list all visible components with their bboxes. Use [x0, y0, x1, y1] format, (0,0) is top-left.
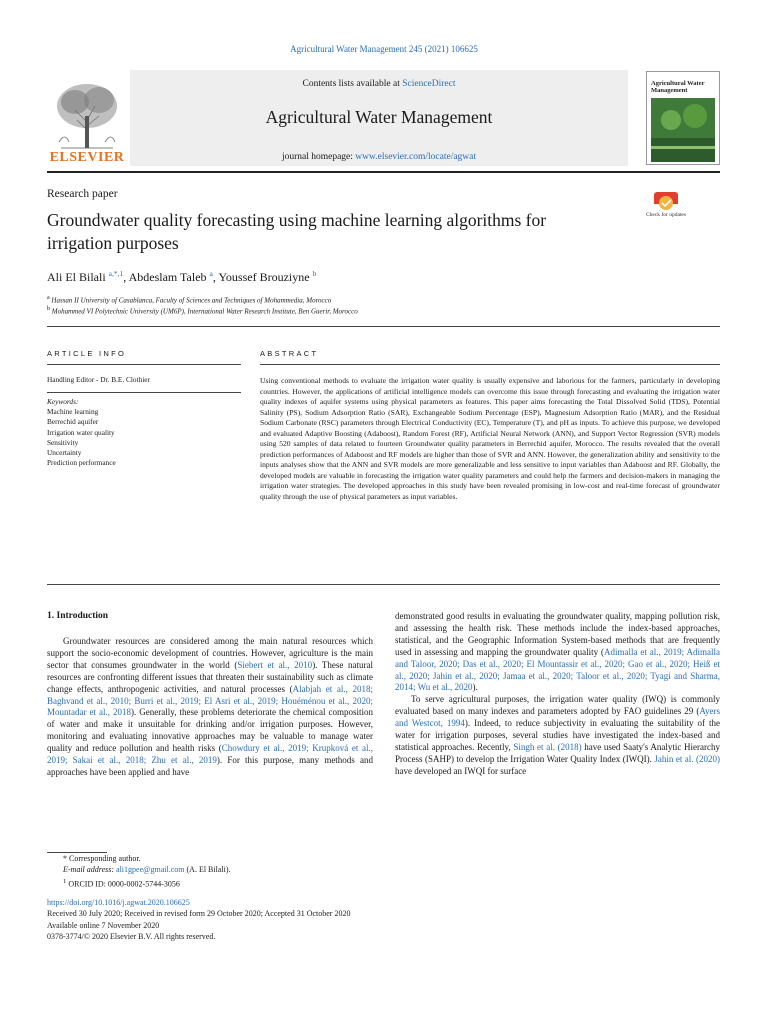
homepage-prefix: journal homepage: [281, 152, 356, 162]
author-affil-sup[interactable]: a,*,1 [108, 269, 124, 278]
affiliation-sup: a [47, 295, 50, 301]
article-info-heading: ARTICLE INFO [47, 349, 127, 358]
affiliation-sup: b [47, 306, 50, 312]
body-left-column [47, 636, 373, 779]
citation-link[interactable]: Ayers and Westcot, 1994 [395, 706, 720, 729]
email-label: E-mail address: [63, 865, 117, 875]
abstract-rule [260, 364, 720, 365]
paragraph-text: ). [472, 682, 478, 693]
title-line-2: irrigation purposes [47, 233, 179, 253]
publisher-wordmark: ELSEVIER [49, 150, 125, 165]
journal-cover-thumbnail[interactable] [646, 71, 720, 165]
keyword-item: Irrigation water quality [47, 427, 115, 437]
available-online: Available online 7 November 2020 [47, 920, 160, 930]
contents-prefix: Contents lists available at [302, 79, 403, 89]
editor-rule [47, 392, 241, 393]
keyword-item: Berrechid aquifer [47, 417, 99, 427]
paragraph [395, 611, 720, 694]
email-suffix: (A. El Bilali). [184, 865, 231, 875]
paragraph-text: ). Generally, these problems deteriorate the chemical composition of water and make it unsuitable for drinking and/or irrigation purposes. However, monitoring and evaluating innovative approaches may be valuable to manage water quality and reduce pollution and health risks ( [47, 707, 373, 754]
email-note [47, 864, 447, 875]
check-for-updates-icon[interactable] [645, 190, 687, 232]
contents-available [130, 79, 628, 89]
keyword-item: Prediction performance [47, 458, 116, 468]
doi-link[interactable]: https://doi.org/10.1016/j.agwat.2020.106625 [47, 898, 190, 907]
citation-link[interactable]: Siebert et al., 2010 [237, 659, 313, 670]
section-heading-introduction: 1. Introduction [47, 611, 109, 621]
author-name[interactable]: Abdeslam Taleb [128, 270, 207, 284]
paragraph-text: Groundwater resources are considered among the main natural resources which support the socio-economic development of countries. However, agriculture is the main sector that consumes groundwater in the world ( [47, 636, 373, 670]
title-line-1: Groundwater quality forecasting using machine learning algorithms for [47, 210, 547, 230]
author-name[interactable]: Youssef Brouziyne [218, 270, 310, 284]
citation-link[interactable]: Adimalla et al., 2019; Adimalla and Taloor, 2020; Das et al., 2020; El Mountassir et al., 2020; Gao et al., 2020; Heiß et al., 2020; Jahin et al., 2020; Jamaa et al., 2020; Taloor et al., 2020; Tyagi and Sharma, 2014; Wu et al., 2020 [395, 646, 720, 693]
orcid-note [47, 876, 447, 890]
paragraph-text: have used Saaty's Analytic Hierarchy Process (SAHP) to develop the Irrigation Water Quality Index (IWQI). [395, 741, 721, 764]
affiliation-text: Mohammed VI Polytechnic University (UM6P), International Water Research Institute, Ben Guerir, Morocco [51, 307, 358, 316]
homepage-link[interactable]: www.elsevier.com/locate/agwat [355, 152, 477, 162]
affiliation-a [47, 295, 331, 304]
check-for-updates-label: Check for updates [645, 212, 686, 218]
abstract-text: Using conventional methods to evaluate the irrigation water quality is usually expensive and laborious for the farmers, particularly in developing countries. However, the applications of artificial intelligence models can overcome this issue through forecasting and evaluating the irrigation water quality indexes of aquifer systems using physical parameters as features. This paper aims forecasting the Total Dissolved Solid (TDS), Potential Salinity (PS), Sodium Adsorption Ratio (SAR), Exchangeable Sodium Percentage (ESP), Magnesium Adsorption Ratio (MAR), and the Residual Sodium Carbonate (RSC) parameters through Electrical Conductivity (EC), Temperature (T), and pH as inputs. To achieve this purpose, we developed and evaluated Adaptive Boosting (Adaboost), Random Forest (RF), Artificial Neural Network (ANN), and Support Vector Regression (SVR) models using 520 samples of data related to fourteen Groundwater quality parameters in Berrechid aquifer, Morocco. The results revealed that the overall prediction performances of Adaboost and RF models are higher than those of SVR and ANN. However, the generalization ability and sensitivity to the inputs analyses show that the ANN and SVR models are more generalizable and less sensitive to input variables than Adaboost and RF. Globally, the developed models are valuable in forecasting the irrigation water quality parameters and could help the farmers and decision-makers in managing the irrigation water strategies. The developed approaches in this study have been revealed promising in low-cost and real-time forecast of groundwater quality through the use of physical parameters as input variables. [260, 376, 720, 501]
received-dates: Received 30 July 2020; Received in revised form 29 October 2020; Accepted 31 October 2020 [47, 909, 351, 919]
keyword-item: Uncertainty [47, 448, 82, 458]
author-name[interactable]: Ali El Bilali [47, 270, 106, 284]
publication-info [47, 897, 547, 943]
corresponding-author-note: * Corresponding author. [63, 854, 141, 863]
author-list: Ali El Bilali $^{a,*,1}$, Abdeslam Taleb $^a$, Youssef Brouziyne $^b$ [47, 269, 317, 284]
abstract-bottom-rule [47, 584, 720, 585]
keyword-item: Sensitivity [47, 437, 79, 447]
citation-link[interactable]: Singh et al. (2018) [513, 741, 582, 752]
cover-title: Agricultural Water Management [651, 80, 705, 94]
author-affil-sup[interactable]: b [312, 269, 317, 278]
journal-citation-link[interactable]: Agricultural Water Management 245 (2021) 106625 [290, 44, 478, 54]
citation-link[interactable]: Jahin et al. (2020) [654, 753, 721, 764]
body-right-column [395, 611, 720, 778]
paragraph-text: ). Indeed, to reduce subjectivity in evaluating the suitability of the water for irrigation purposes, several studies have investigated the index-based and statistical approaches. Recently, [395, 718, 720, 752]
citation-link[interactable]: Alabjah et al., 2018; Baghvand et al., 2010; Burri et al., 2019; El Asri et al., 2019; Houéménou et al., 2020; Mountadar et al., 2018 [47, 683, 374, 718]
paragraph-text: To serve agricultural purposes, the irrigation water quality (IWQ) is commonly evaluated based on many indexes and parameters adopted by FAO guidelines 29 ( [395, 694, 720, 717]
copyright: 0378-3774/© 2020 Elsevier B.V. All rights reserved. [47, 932, 216, 942]
journal-name: Agricultural Water Management [265, 107, 493, 127]
keywords-block [47, 397, 241, 468]
citation-link[interactable]: Chowdury et al., 2019; Krupková et al., 2019; Sakai et al., 2018; Zhu et al., 2019 [47, 743, 373, 766]
article-title [47, 209, 637, 255]
article-type: Research paper [47, 188, 118, 200]
email-link[interactable]: ali1gpee@gmail.com [116, 865, 185, 875]
abstract-heading: ABSTRACT [260, 349, 319, 358]
author-affil-sup[interactable]: a [209, 269, 213, 278]
paragraph-text: demonstrated good results in evaluating the groundwater quality, mapping pollution risk, and assessing the health risk. These methods include the index-based approaches, statistical, and the Geographic Information System-based methods that are frequently used in assessing and mapping the groundwater quality ( [395, 611, 720, 657]
paragraph [395, 694, 720, 777]
affiliation-b [47, 306, 358, 315]
journal-homepage [130, 152, 628, 162]
sciencedirect-link[interactable]: ScienceDirect [402, 79, 456, 89]
header-rule [47, 171, 720, 173]
keyword-item: Machine learning [47, 407, 99, 417]
keywords-label: Keywords: [47, 397, 79, 406]
orcid-sup: 1 [63, 877, 67, 885]
cover-image [651, 98, 715, 162]
footnotes [47, 853, 447, 890]
paragraph-text: ). These natural resources are confronting different issues that threaten their sustainability such as climate change effects, anthropogenic activities, and natural processes ( [47, 659, 373, 694]
article-info-rule [47, 364, 241, 365]
paragraph [47, 636, 373, 779]
orcid-text[interactable]: ORCID ID: 0000-0002-5744-3056 [68, 879, 180, 889]
affiliation-text: Hassan II University of Casablanca, Faculty of Sciences and Techniques of Mohammedia, Morocco [51, 296, 332, 305]
paragraph-text: ). For this purpose, many methods and approaches have been applied and have [47, 755, 373, 777]
handling-editor: Handling Editor - Dr. B.E. Clothier [47, 375, 150, 384]
paragraph-text: have developed an IWQI for surface [395, 765, 527, 776]
affiliation-rule [47, 326, 720, 327]
